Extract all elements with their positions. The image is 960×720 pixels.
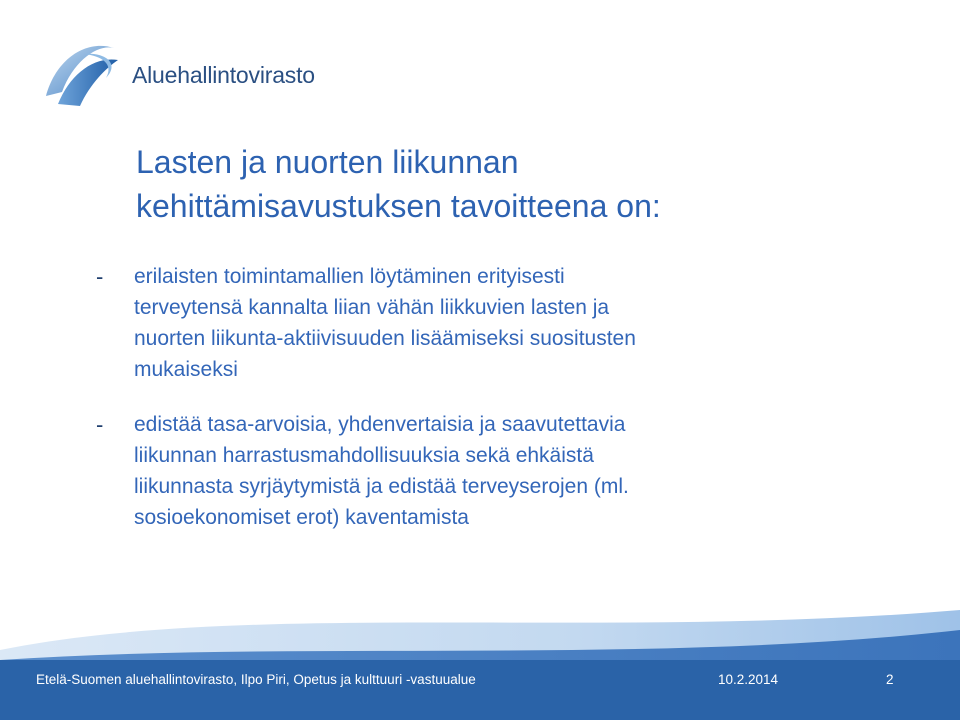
bullet-item bbox=[96, 409, 896, 533]
logo-text: Aluehallintovirasto bbox=[132, 62, 315, 88]
slide-title bbox=[136, 140, 916, 228]
logo bbox=[36, 34, 336, 114]
slide-title-line-1: Lasten ja nuorten liikunnan bbox=[136, 144, 519, 180]
bullet-line: erilaisten toimintamallien löytäminen erityisesti bbox=[134, 265, 565, 288]
footer-organization: Etelä-Suomen aluehallintovirasto, Ilpo Piri, Opetus ja kulttuuri -vastuualue bbox=[36, 672, 476, 687]
bullet-dash: - bbox=[96, 264, 104, 289]
slide-title-line-2: kehittämisavustuksen tavoitteena on: bbox=[136, 188, 661, 224]
bullet-line: edistää tasa-arvoisia, yhdenvertaisia ja saavutettavia bbox=[134, 413, 626, 436]
logo-mark-icon bbox=[36, 34, 126, 114]
bullet-line: mukaiseksi bbox=[134, 358, 238, 381]
footer-date: 10.2.2014 bbox=[718, 672, 779, 687]
bullet-list bbox=[96, 261, 896, 557]
footer-bar bbox=[0, 660, 960, 720]
footer-page-number: 2 bbox=[886, 672, 894, 687]
bullet-line: liikunnan harrastusmahdollisuuksia sekä ehkäistä bbox=[134, 444, 594, 467]
bullet-dash: - bbox=[96, 412, 104, 437]
bullet-line: nuorten liikunta-aktiivisuuden lisäämiseksi suositusten bbox=[134, 327, 636, 350]
bullet-line: liikunnasta syrjäytymistä ja edistää terveyserojen (ml. bbox=[134, 475, 629, 498]
bullet-line: sosioekonomiset erot) kaventamista bbox=[134, 506, 469, 529]
bullet-line: terveytensä kannalta liian vähän liikkuvien lasten ja bbox=[134, 296, 610, 319]
bullet-item bbox=[96, 261, 896, 385]
